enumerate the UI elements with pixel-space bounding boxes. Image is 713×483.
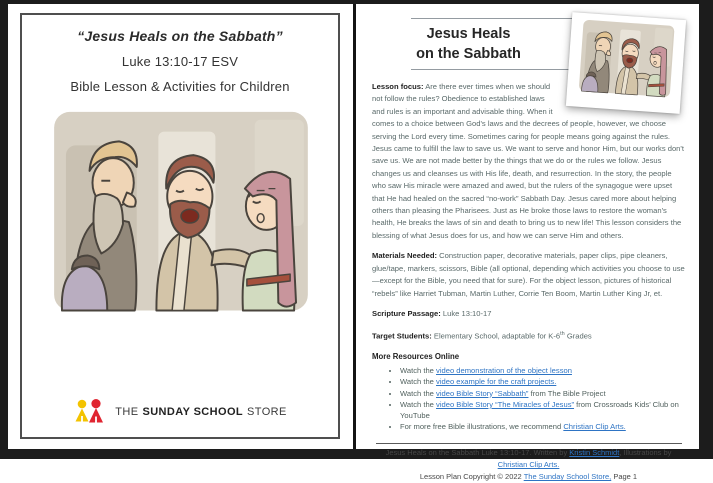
materials-text: Construction paper, decorative materials, paper clips, pipe cleaners, glue/tape, markers, scissors, Bible (all optional, depending which activities you choose to use—except for the Bible, you need that for sure). For the object lesson, pictures of historical “rebels” like Harriet Tubman, Martin Luther, Corrie Ten Boom, Martin Luther King Jr, et. — [372, 251, 685, 298]
story-thumbnail-illustration — [570, 16, 682, 109]
footer-text: Lesson Plan Copyright © 2022 — [419, 472, 524, 482]
footer-rule — [376, 443, 682, 444]
target-text: Elementary School, adaptable for K-6 — [433, 331, 561, 341]
bullet-text: Watch the — [400, 366, 437, 376]
lesson-page — [353, 4, 699, 482]
cover-title: “Jesus Heals on the Sabbath” — [77, 28, 283, 44]
cover-page — [20, 13, 340, 439]
lesson-focus-label: Lesson focus: — [372, 82, 424, 91]
story-thumbnail — [566, 12, 686, 114]
target-tail: Grades — [564, 331, 592, 341]
scripture-label: Scripture Passage: — [372, 308, 441, 318]
cover-scripture-reference: Luke 13:10-17 ESV — [121, 54, 239, 69]
publisher-logo — [22, 399, 338, 424]
resource-item-clip-arts — [400, 421, 685, 432]
footer-text: Jesus Heals on the Sabbath Luke 13:10-17. Written by — [385, 448, 570, 458]
bullet-text: Watch the — [400, 388, 437, 398]
page-footer — [372, 443, 685, 482]
footer-page-number: Page 1 — [611, 472, 638, 482]
footer-text: , Illustrations by — [619, 448, 672, 458]
resources-list — [388, 365, 685, 432]
lesson-title-line1: Jesus Heals — [426, 26, 511, 42]
materials-label: Materials Needed: — [372, 251, 437, 261]
target-grade-superscript: th — [560, 331, 565, 338]
frame-left-edge — [0, 0, 8, 459]
scripture-text: Luke 13:10-17 — [442, 308, 492, 318]
christian-clip-arts-link[interactable]: Christian Clip Arts. — [563, 422, 626, 432]
logo-word-the: THE — [115, 405, 139, 418]
frame-right-edge — [699, 0, 713, 459]
resource-item-bible-project — [400, 388, 685, 399]
resource-item-crossroads — [400, 399, 685, 421]
logo-word-store: STORE — [247, 405, 287, 418]
publisher-logo-text — [115, 406, 286, 418]
bullet-text: from The Bible Project — [528, 388, 606, 398]
lesson-title-line2: on the Sabbath — [416, 46, 521, 62]
heading-rule-top — [411, 18, 583, 19]
resource-item-object-lesson — [400, 365, 685, 376]
target-label: Target Students: — [372, 331, 432, 341]
bullet-text: For more free Bible illustrations, we recommend — [400, 422, 564, 432]
materials-paragraph — [372, 250, 685, 300]
bullet-text: from Crossroads Kids’ Club on YouTube — [400, 399, 679, 421]
object-lesson-video-link[interactable]: video demonstration of the object lesson — [436, 366, 572, 376]
cover-subtitle: Bible Lesson & Activities for Children — [70, 79, 290, 94]
store-link[interactable]: The Sunday School Store, — [523, 472, 612, 482]
scripture-passage-line — [372, 308, 685, 320]
craft-video-link[interactable]: video example for the craft projects. — [436, 377, 557, 387]
bullet-text: Watch the — [400, 377, 437, 387]
sabbath-video-link[interactable]: video Bible Story “Sabbath” — [436, 388, 529, 398]
resources-heading: More Resources Online — [372, 352, 460, 362]
bible-story-illustration — [32, 106, 328, 342]
target-students-line — [372, 328, 685, 343]
heading-rule-bottom — [411, 69, 583, 70]
resource-item-craft-video — [400, 376, 685, 387]
lesson-focus-text: Are there ever times when we should not follow the rules? Obedience to established laws and rules is an important and advisable thing. When it comes to a choice between God's laws and the decrees of people, however, we choose serving the Lord every time. Sometimes caring for people means going against the rules. Jesus came to fulfill the law to save us. We want to serve and honor Him, but our works don't save us. We are not made better by the things that we do or the rules we follow. Jesus changes us and cleanses us with His life, death, and resurrection. In the story, the people who saw His miracle were amazed and awed, but the rulers of the synagogue were upset that He had healed on the sacred “no-work” Sabbath Day. Jesus cared more about helping others than pleasing the Pharisees. Just as He broke those laws to restore the woman's health, He breaks the laws of sin and death to bring us to new life! This lesson considers the blessing of what Jesus does for us, and how we can serve Him and others. — [372, 82, 684, 240]
logo-word-brand: SUNDAY SCHOOL — [142, 405, 244, 418]
kids-logo-icon — [73, 399, 107, 424]
illustrations-credit-link[interactable]: Christian Clip Arts. — [497, 460, 560, 470]
miracles-video-link[interactable]: video Bible Story “The Miracles of Jesus” — [436, 399, 575, 409]
bullet-text: Watch the — [400, 399, 437, 409]
author-link[interactable]: Kristin Schmidt — [569, 448, 620, 458]
